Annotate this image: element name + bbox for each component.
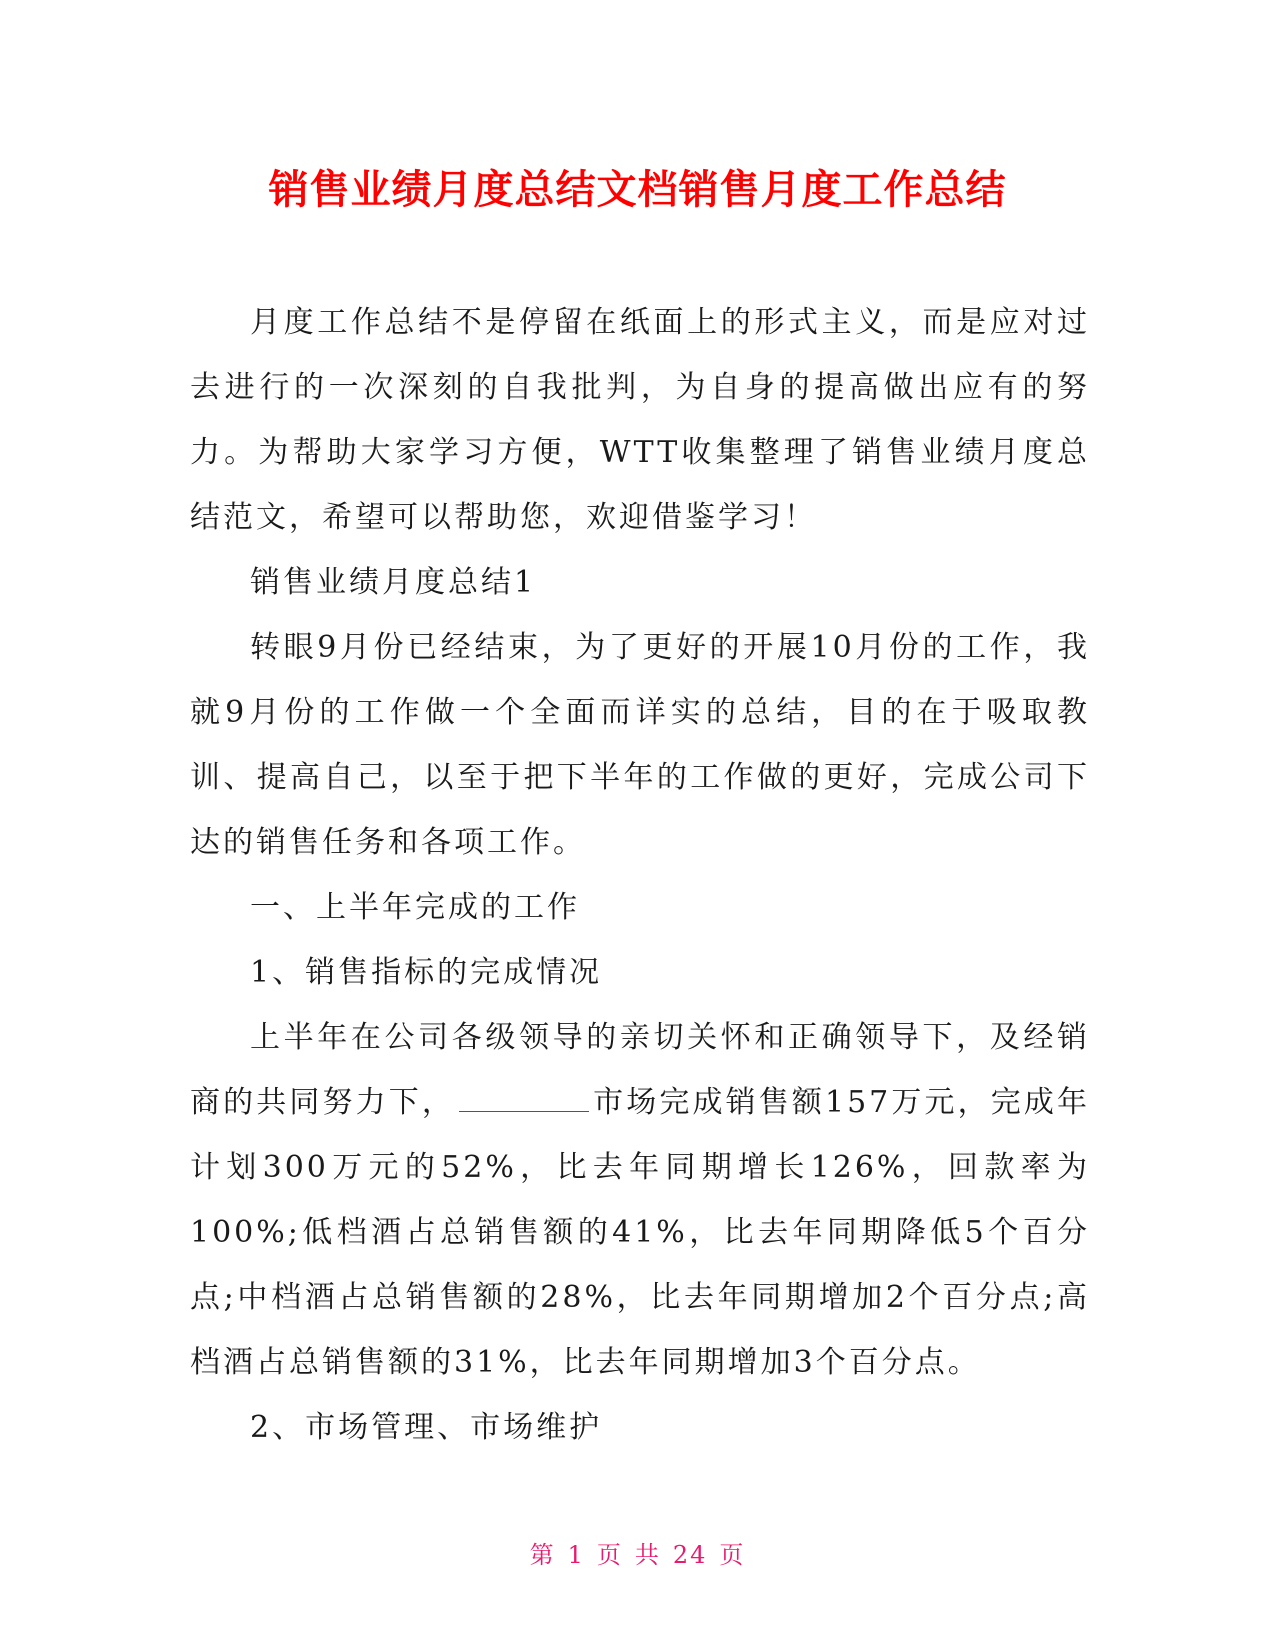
footer-page-label: 页 [596, 1541, 623, 1569]
document-body [190, 290, 1090, 1460]
page-footer [0, 1540, 1275, 1570]
sales-paragraph [190, 1005, 1090, 1395]
subheading-first-half: 一、上半年完成的工作 [250, 890, 580, 925]
summary-paragraph: 转眼9月份已经结束，为了更好的开展10月份的工作，我就9月份的工作做一个全面而详实的总结，目的在于吸取教训、提高自己，以至于把下半年的工作做的更好，完成公司下达的销售任务和各项工作。 [190, 630, 1090, 860]
footer-page-number: 1 [567, 1541, 585, 1569]
footer-total-suffix: 页 [719, 1541, 746, 1569]
footer-prefix: 第 [529, 1541, 556, 1569]
sales-text-before: 上半年在公司各级领导的亲切关怀和正确领导下，及经销商的共同努力下， [190, 1020, 1090, 1120]
section-heading: 销售业绩月度总结1 [250, 565, 537, 600]
sales-text-after: 市场完成销售额157万元，完成年计划300万元的52%，比去年同期增长126%，回款率为100%;低档酒占总销售额的41%，比去年同期降低5个百分点;中档酒占总销售额的28%，比去年同期增加2个百分点;高档酒占总销售额的31%，比去年同期增加3个百分点。 [190, 1085, 1091, 1380]
blank-underline [459, 1085, 589, 1112]
subheading-market-management: 2、市场管理、市场维护 [250, 1410, 603, 1445]
footer-total-prefix: 共 [634, 1541, 661, 1569]
document-title: 销售业绩月度总结文档销售月度工作总结 [268, 167, 1007, 213]
footer-total-pages: 24 [672, 1541, 708, 1569]
subheading-sales-target: 1、销售指标的完成情况 [250, 955, 603, 990]
intro-paragraph: 月度工作总结不是停留在纸面上的形式主义，而是应对过去进行的一次深刻的自我批判，为自身的提高做出应有的努力。为帮助大家学习方便，WTT收集整理了销售业绩月度总结范文，希望可以帮助您，欢迎借鉴学习！ [190, 305, 1090, 535]
